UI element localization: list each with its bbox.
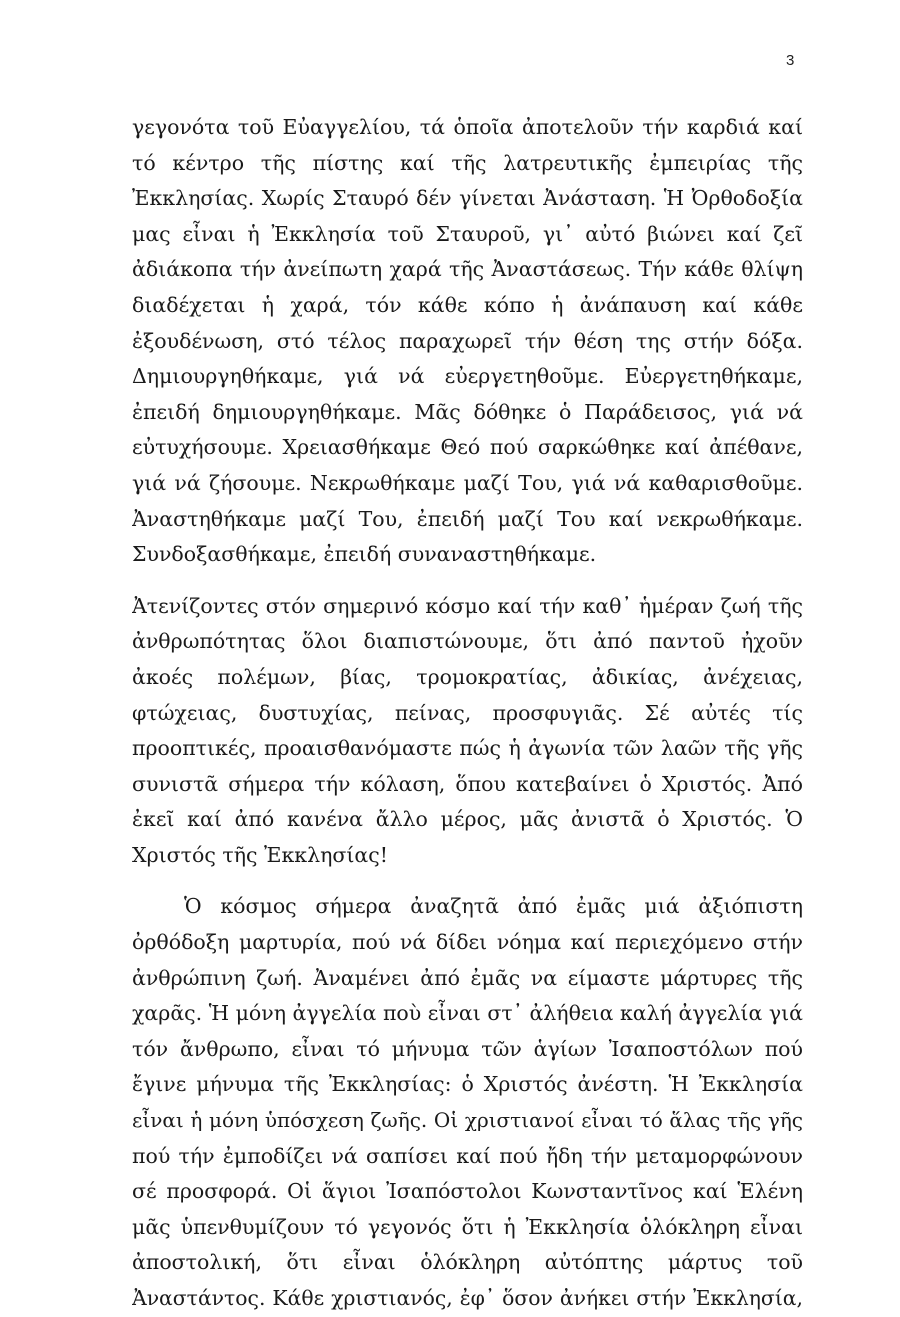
text-line: ἀδιάκοπα τήν ἀνείπωτη χαρά τῆς Ἀναστάσεως. Τήν κάθε θλίψη (132, 257, 803, 282)
text-line: ἀκοές πολέμων, βίας, τρομοκρατίας, ἀδικίας, ἀνέχειας, (132, 664, 803, 689)
text-line: εὐτυχήσουμε. Χρειασθήκαμε Θεό πού σαρκώθηκε καί ἀπέθανε, (132, 435, 803, 460)
text-line: ἀποστολική, ὅτι εἶναι ὁλόκληρη αὐτόπτης μάρτυς τοῦ (132, 1250, 803, 1275)
text-line: Ἐκκλησίας. Χωρίς Σταυρό δέν γίνεται Ἀνάσταση. Ἡ Ὀρθοδοξία (132, 186, 803, 211)
text-line: Ὁ κόσμος σήμερα ἀναζητᾶ ἀπό ἐμᾶς μιά ἀξιόπιστη (184, 894, 803, 919)
text-line: ἐξουδένωση, στό τέλος παραχωρεῖ τήν θέση της στήν δόξα. (132, 328, 803, 353)
text-line: ἐπειδή δημιουργηθήκαμε. Μᾶς δόθηκε ὁ Παράδεισος, γιά νά (132, 399, 803, 424)
text-line: Ἀναστάντος. Κάθε χριστιανός, ἐφ᾽ ὅσον ἀνήκει στήν Ἐκκλησία, (132, 1286, 803, 1310)
paragraph-3 (132, 889, 803, 1316)
text-line: ὀρθόδοξη μαρτυρία, πού νά δίδει νόημα καί περιεχόμενο στήν (132, 930, 803, 955)
text-line: εἶναι ἡ μόνη ὑπόσχεση ζωῆς. Οἱ χριστιανοί εἶναι τό ἅλας τῆς γῆς (132, 1108, 803, 1133)
text-line: ἔγινε μήνυμα τῆς Ἐκκλησίας: ὁ Χριστός ἀνέστη. Ἡ Ἐκκλησία (132, 1072, 803, 1097)
text-line: φτώχειας, δυστυχίας, πείνας, προσφυγιᾶς. Σέ αὐτές τίς (132, 700, 803, 725)
text-line: προοπτικές, προαισθανόμαστε πώς ἡ ἀγωνία τῶν λαῶν τῆς γῆς (132, 736, 803, 761)
text-line: γεγονότα τοῦ Εὐαγγελίου, τά ὁποῖα ἀποτελοῦν τήν καρδιά καί (132, 115, 803, 139)
text-line: ἀνθρωπότητας ὅλοι διαπιστώνουμε, ὅτι ἀπό παντοῦ ἠχοῦν (132, 629, 803, 654)
text-line: μᾶς ὑπενθυμίζουν τό γεγονός ὅτι ἡ Ἐκκλησία ὁλόκληρη εἶναι (132, 1214, 803, 1239)
text-line: Ἀτενίζοντες στόν σημερινό κόσμο καί τήν καθ᾽ ἡμέραν ζωή τῆς (132, 593, 803, 618)
text-line: σέ προσφορά. Οἱ ἅγιοι Ἰσαπόστολοι Κωνσταντῖνος καί Ἑλένη (132, 1179, 803, 1204)
text-line: συνιστᾶ σήμερα τήν κόλαση, ὅπου κατεβαίνει ὁ Χριστός. Ἀπό (132, 771, 803, 796)
text-line: Ἀναστηθήκαμε μαζί Του, ἐπειδή μαζί Του καί νεκρωθήκαμε. (132, 506, 803, 531)
text-line: διαδέχεται ἡ χαρά, τόν κάθε κόπο ἡ ἀνάπαυση καί κάθε (132, 292, 803, 317)
paragraph-1 (132, 110, 803, 573)
text-line: χαρᾶς. Ἡ μόνη ἀγγελία ποὺ εἶναι στ᾽ ἀλήθεια καλή ἀγγελία γιά (132, 1001, 803, 1026)
page-number: 3 (786, 52, 795, 69)
text-line: ἀνθρώπινη ζωή. Ἀναμένει ἀπό ἐμᾶς να είμαστε μάρτυρες τῆς (132, 965, 803, 990)
paragraph-2 (132, 589, 803, 874)
text-line: Συνδοξασθήκαμε, ἐπειδή συναναστηθήκαμε. (132, 542, 597, 567)
text-line: Δημιουργηθήκαμε, γιά νά εὐεργετηθοῦμε. Εὐεργετηθήκαμε, (132, 364, 803, 389)
body-text (132, 110, 803, 1317)
text-line: μας εἶναι ἡ Ἐκκλησία τοῦ Σταυροῦ, γι᾽ αὐτό βιώνει καί ζεῖ (132, 221, 803, 246)
text-line: Χριστός τῆς Ἐκκλησίας! (132, 842, 388, 867)
text-line: ἐκεῖ καί ἀπό κανένα ἄλλο μέρος, μᾶς ἀνιστᾶ ὁ Χριστός. Ὁ (132, 807, 803, 832)
text-line: πού τήν ἐμποδίζει νά σαπίσει καί πού ἤδη τήν μεταμορφώνουν (132, 1143, 803, 1168)
text-line: τόν ἄνθρωπο, εἶναι τό μήνυμα τῶν ἁγίων Ἰσαποστόλων πού (132, 1036, 803, 1061)
text-line: γιά νά ζήσουμε. Νεκρωθήκαμε μαζί Του, γιά νά καθαρισθοῦμε. (132, 470, 803, 495)
text-line: τό κέντρο τῆς πίστης καί τῆς λατρευτικῆς ἐμπειρίας τῆς (132, 150, 803, 175)
